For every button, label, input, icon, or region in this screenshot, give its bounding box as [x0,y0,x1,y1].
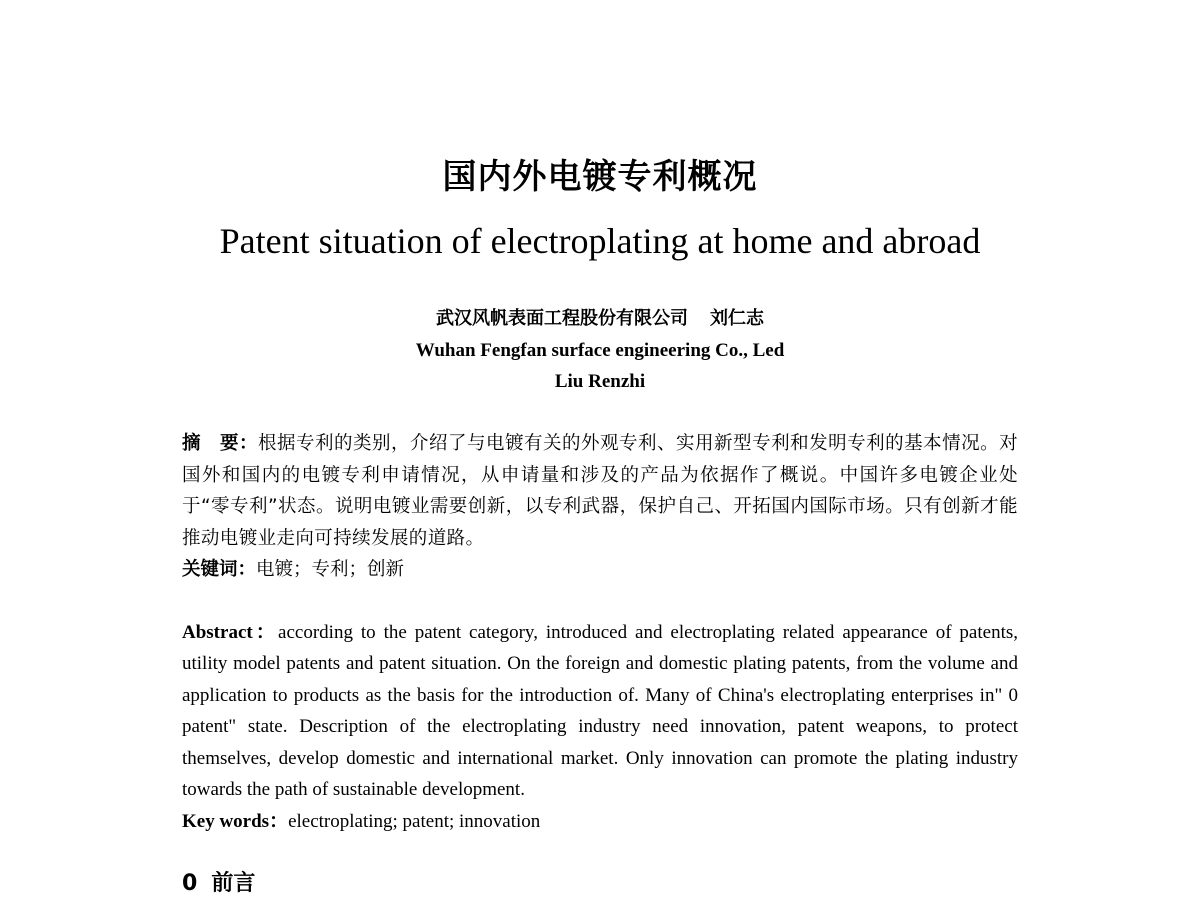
keywords-english [182,806,1018,837]
section-number: 0 [182,871,198,896]
abstract-english-label: Abstract： [182,622,279,643]
keywords-english-text: electroplating; patent; innovation [288,811,541,832]
abstract-chinese-label: 摘 要： [182,433,259,454]
author-chinese: 刘仁志 [710,308,764,329]
affiliation-chinese-line [0,305,1200,333]
abstract-chinese-text: 根据专利的类别，介绍了与电镀有关的外观专利、实用新型专利和发明专利的基本情况。对国外和国内的电镀专利申请情况，从申请量和涉及的产品为依据作了概说。中国许多电镀企业处于“零专利”状态。说明电镀业需要创新，以专利武器，保护自己、开拓国内国际市场。只有创新才能推动电镀业走向可持续发展的道路。 [182,433,1018,549]
title-chinese: 国内外电镀专利概况 [442,157,758,197]
section-heading [182,868,255,900]
keywords-chinese [182,554,1018,585]
title-english: Patent situation of electroplating at home and abroad [219,221,981,261]
keywords-english-label: Key words： [182,811,289,832]
affiliation-chinese: 武汉风帆表面工程股份有限公司 [436,308,688,329]
abstract-english [182,617,1018,805]
abstract-chinese [182,428,1018,554]
abstract-english-text: according to the patent category, introduced and electroplating related appearance of patents, utility model patents and patent situation. On the foreign and domestic plating patents, from the volume and application to products as the basis for the introduction of. Many of China's electroplating enterprises in" 0 patent" state. Description of the electroplating industry need innovation, patent weapons, to protect themselves, develop domestic and international market. Only innovation can promote the plating industry towards the path of sustainable development. [182,622,1019,801]
affiliation-english: Wuhan Fengfan surface engineering Co., Led [415,340,785,361]
keywords-chinese-label: 关键词： [182,559,257,580]
author-english: Liu Renzhi [554,371,646,392]
keywords-chinese-text: 电镀；专利；创新 [256,559,405,580]
section-title: 前言 [211,871,256,896]
